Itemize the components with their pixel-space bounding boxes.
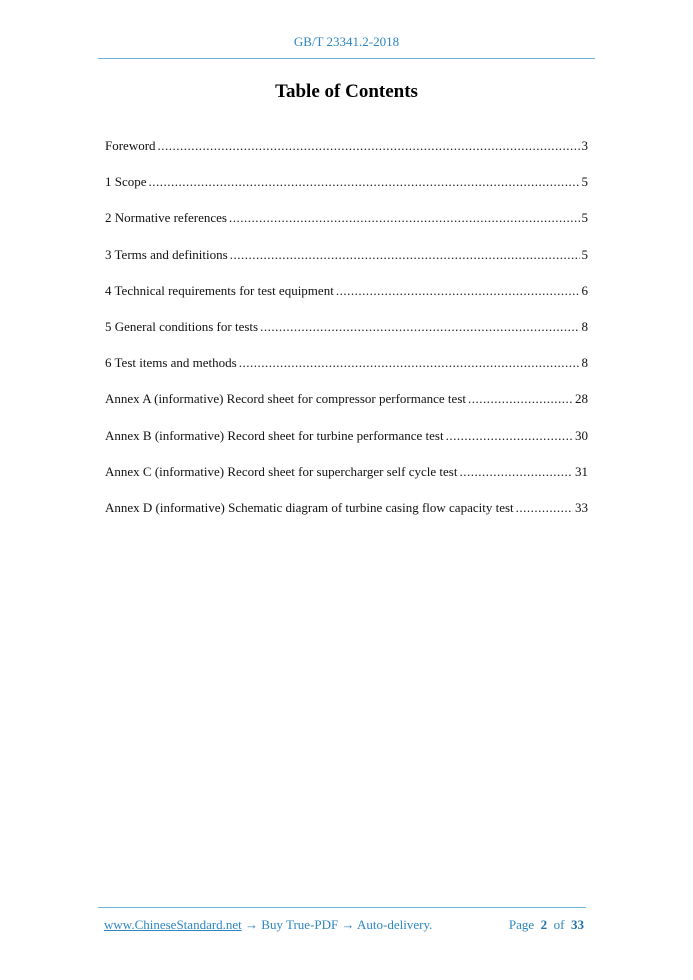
- toc-entry-title: 2 Normative references: [105, 210, 227, 226]
- footer-divider: [98, 907, 586, 908]
- toc-dot-leader: [468, 391, 573, 407]
- toc-entry-title: 4 Technical requirements for test equipment: [105, 282, 334, 298]
- toc-dot-leader: [239, 355, 580, 371]
- toc-entry-page: 8: [581, 355, 588, 371]
- toc-entry-annex-b[interactable]: [105, 428, 588, 464]
- toc-entry-general-conditions[interactable]: [105, 319, 588, 355]
- toc-entry-test-items-methods[interactable]: [105, 355, 588, 391]
- toc-entry-title: 6 Test items and methods: [105, 355, 237, 371]
- toc-dot-leader: [158, 138, 580, 154]
- toc-entry-title: 5 General conditions for tests: [105, 318, 259, 334]
- toc-entry-title: Annex D (informative) Schematic diagram of turbine casing flow capacity test: [105, 499, 514, 515]
- toc-entry-terms-definitions[interactable]: [105, 247, 588, 283]
- toc-entry-normative-references[interactable]: [105, 210, 588, 246]
- toc-entry-title: Annex C (informative) Record sheet for supercharger self cycle test: [105, 463, 458, 479]
- document-code-header: GB/T 23341.2-2018: [293, 34, 400, 49]
- toc-entry-page: 28: [575, 391, 588, 407]
- toc-dot-leader: [229, 210, 580, 226]
- toc-dot-leader: [260, 319, 579, 335]
- toc-entry-page: 31: [575, 463, 588, 479]
- toc-dot-leader: [516, 500, 573, 516]
- toc-dot-leader: [446, 428, 573, 444]
- toc-title: Table of Contents: [275, 81, 418, 102]
- toc-entry-annex-c[interactable]: [105, 464, 588, 500]
- page-number: [509, 917, 584, 933]
- header-divider: [98, 58, 595, 59]
- page-label: Page: [508, 917, 535, 932]
- toc-entry-title: 3 Terms and definitions: [105, 246, 228, 262]
- toc-entry-annex-d[interactable]: [105, 500, 588, 536]
- toc-list: [105, 138, 588, 536]
- toc-entry-page: 5: [581, 246, 588, 262]
- page-total: 33: [571, 917, 584, 932]
- site-link[interactable]: www.ChineseStandard.net: [104, 917, 242, 932]
- buy-pdf-link[interactable]: Buy True-PDF: [261, 917, 339, 932]
- toc-entry-page: 5: [581, 210, 588, 226]
- page-current: 2: [540, 917, 548, 932]
- toc-entry-annex-a[interactable]: [105, 391, 588, 427]
- toc-dot-leader: [230, 247, 580, 263]
- delivery-text: Auto-delivery.: [357, 917, 433, 932]
- arrow-right-icon: →: [341, 917, 355, 932]
- toc-entry-technical-requirements[interactable]: [105, 283, 588, 319]
- toc-entry-title: 1 Scope: [105, 174, 147, 190]
- toc-entry-scope[interactable]: [105, 174, 588, 210]
- toc-entry-page: 33: [575, 499, 588, 515]
- toc-dot-leader: [149, 174, 580, 190]
- arrow-right-icon: →: [245, 917, 259, 932]
- toc-entry-page: 30: [575, 427, 588, 443]
- toc-entry-foreword[interactable]: [105, 138, 588, 174]
- toc-dot-leader: [459, 464, 573, 480]
- toc-entry-title: Foreword: [105, 138, 156, 153]
- toc-entry-page: 5: [581, 174, 588, 190]
- page-of: of: [553, 917, 565, 932]
- toc-entry-title: Annex A (informative) Record sheet for compressor performance test: [105, 391, 466, 407]
- toc-dot-leader: [336, 283, 580, 299]
- footer-promo: [104, 917, 432, 933]
- toc-entry-page: 3: [581, 138, 588, 153]
- toc-entry-title: Annex B (informative) Record sheet for turbine performance test: [105, 427, 444, 443]
- toc-entry-page: 8: [581, 318, 588, 334]
- toc-entry-page: 6: [581, 282, 588, 298]
